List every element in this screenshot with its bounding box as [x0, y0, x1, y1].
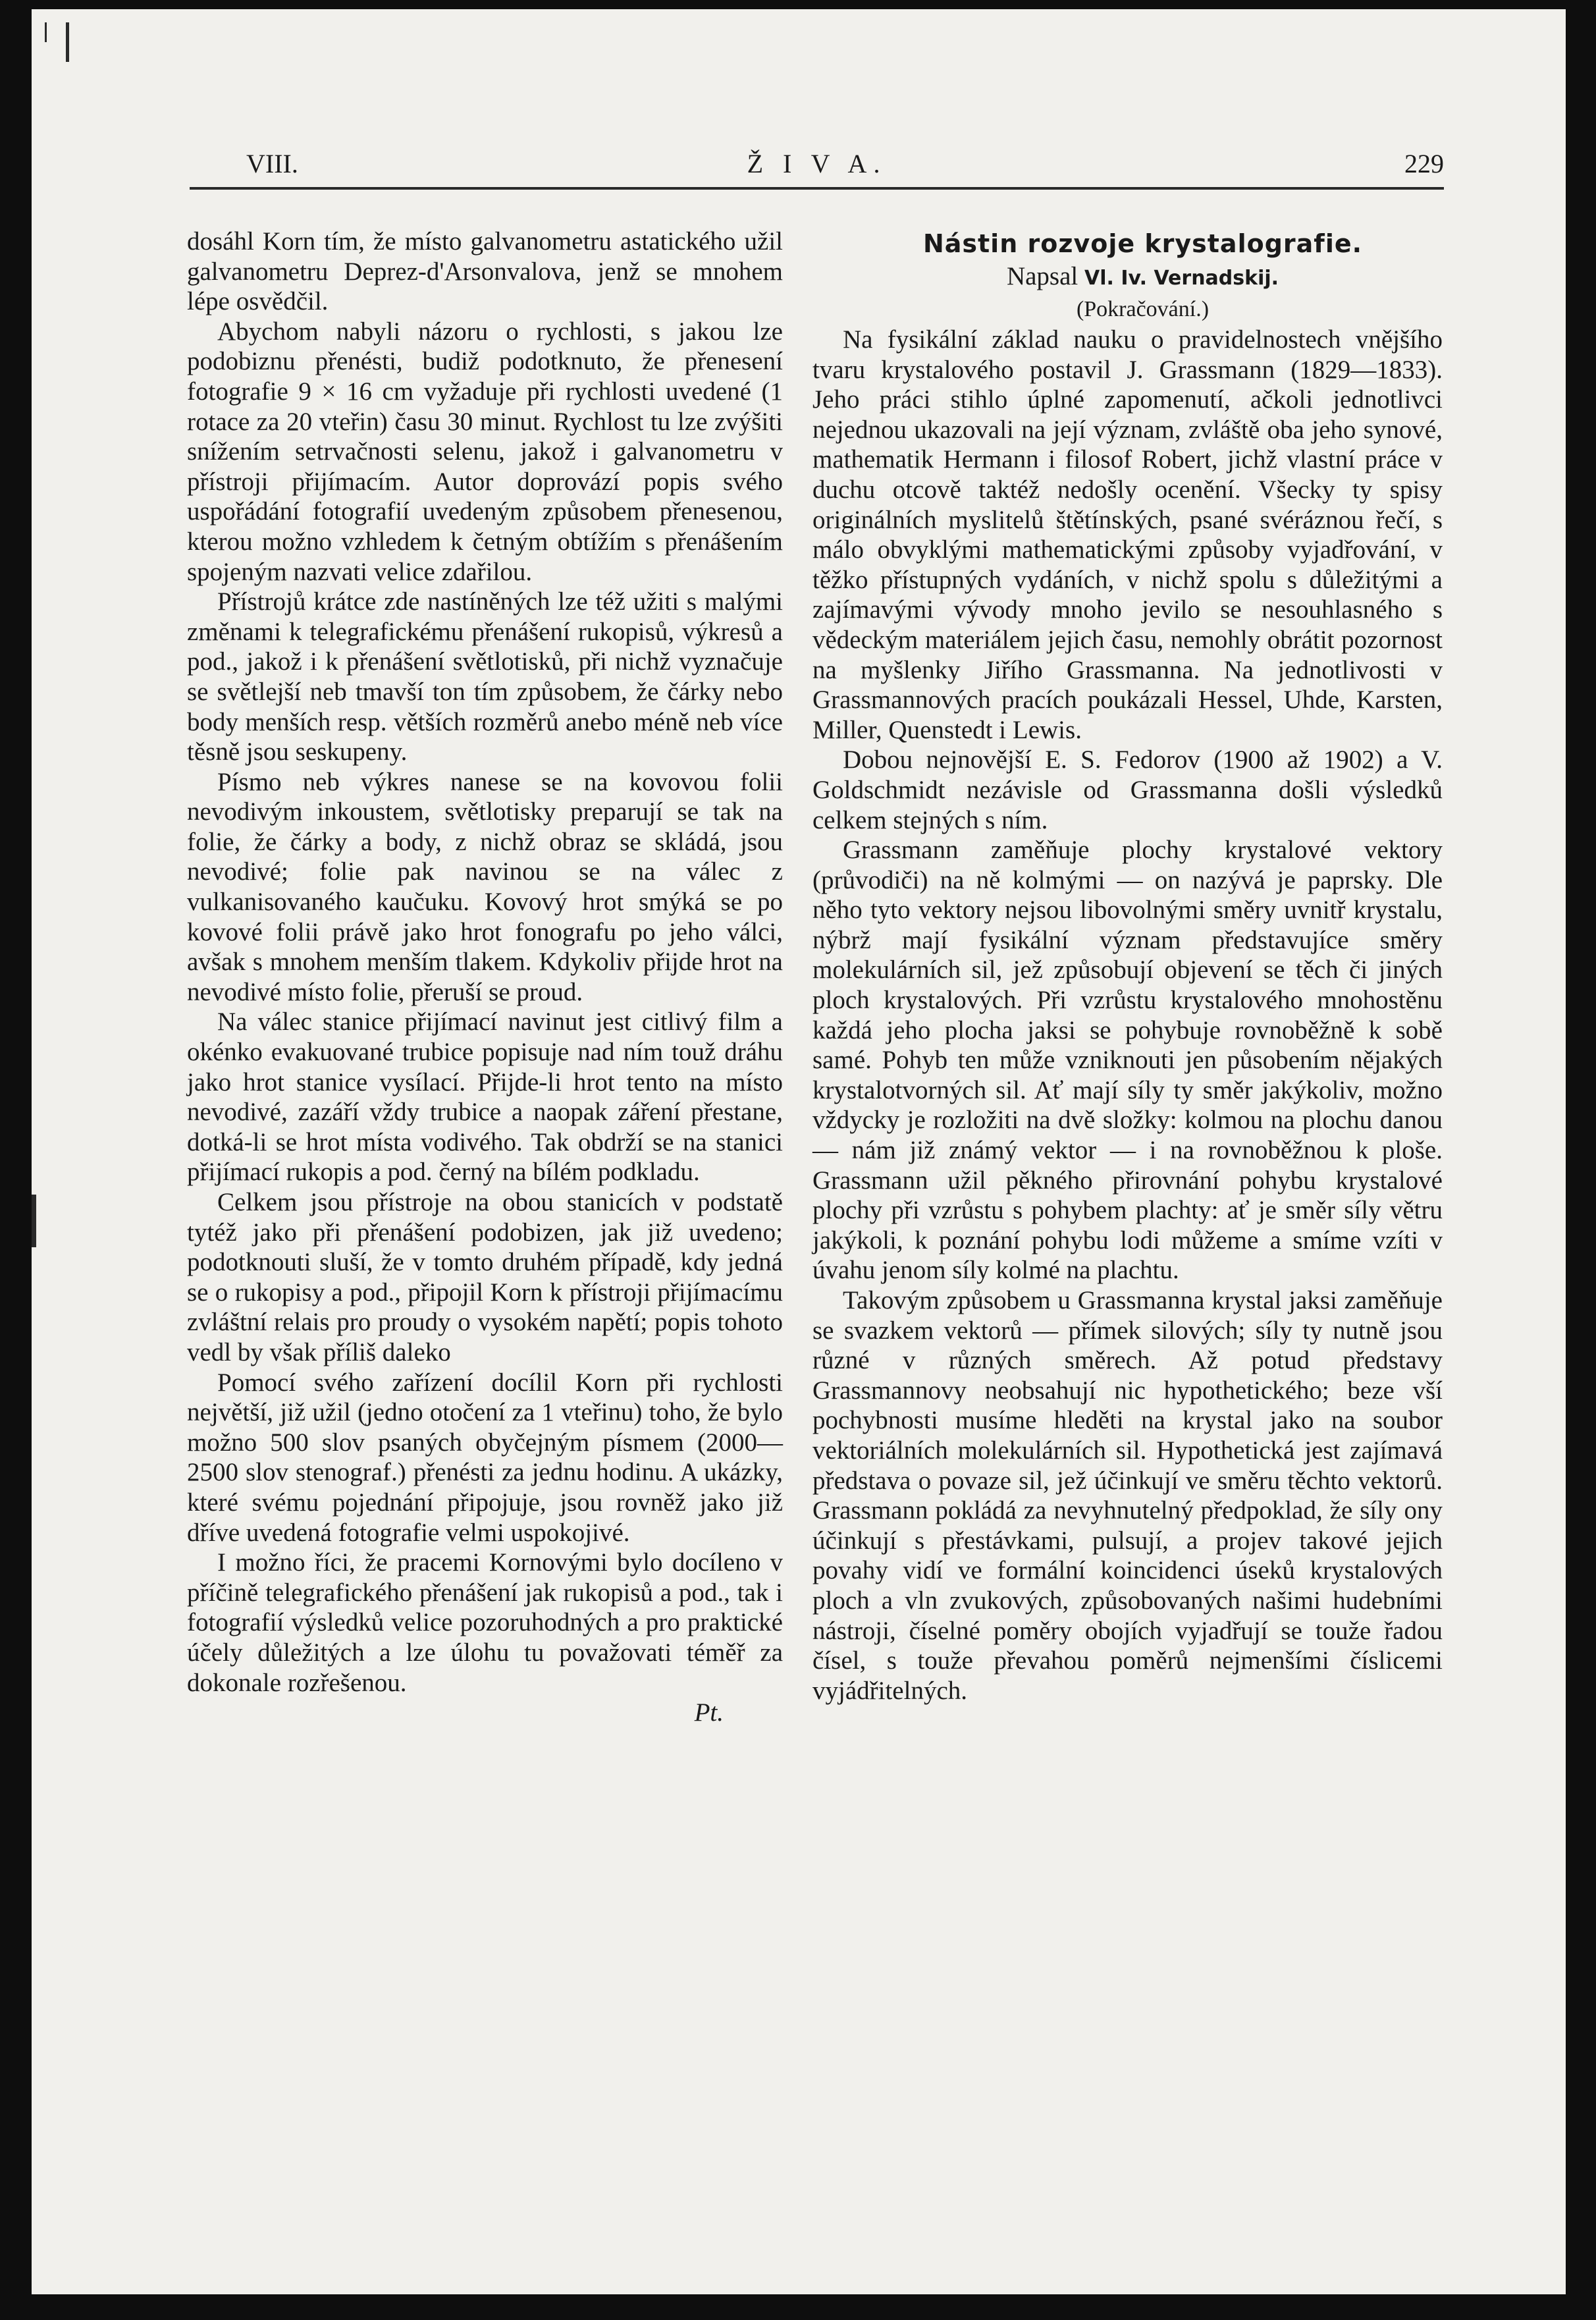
- volume-number: VIII.: [246, 149, 298, 178]
- running-header: [190, 141, 1444, 187]
- scanned-page: [32, 9, 1566, 2294]
- author-name: Vl. Iv. Vernadskij.: [1084, 267, 1279, 290]
- paragraph: Dobou nejnovější E. S. Fedorov (1900 až 1902) a V. Goldschmidt nezávisle od Grassmanna došli výsledků celkem stejných s ním.: [812, 745, 1443, 834]
- paragraph: Přístrojů krátce zde nastíněných lze též užiti s malými změnami k telegrafickému přenášení rukopisů, výkresů a pod., jakož i k přenášení světlotisků, při nichž vyznačuje se světlejší neb tmavší ton tím způsobem, že čárky nebo body menších resp. větších rozměrů anebo méně neb více těsně jsou seskupeny.: [187, 587, 783, 767]
- paragraph: Na fysikální základ nauku o pravidelnostech vnějšího tvaru krystalového postavil J. Grassmann (1829—1833). Jeho práci stihlo úplné zapomenutí, ačkoli jednotlivci nejednou ukazovali na její význam, zvláště oba jeho synové, mathematik Hermann i filosof Robert, jichž vlastní práce v duchu otcově taktéž nedošly ocenění. Všecky ty spisy originálních myslitelů štětínských, psané svéráznou řečí, s málo obvyklými mathematickými způsoby vyjadřování, v těžko přístupných vydáních, v nichž spolu s důležitými a zajímavými vývody mnoho jevilo se nesouhlasného s vědeckým materiálem jejich času, nemohly obrátit pozornost na myšlenky Jiřího Grassmanna. Na jednotlivosti v Grassmannových pracích poukázali Hessel, Uhde, Karsten, Miller, Quenstedt i Lewis.: [812, 325, 1443, 744]
- byline-prefix: Napsal: [1006, 262, 1078, 290]
- paragraph: Abychom nabyli názoru o rychlosti, s jakou lze podobiznu přenésti, budiž podotknuto, že přenesení fotografie 9 × 16 cm vyžaduje při rychlosti uvedené (1 rotace za 20 vteřin) času 30 minut. Rychlost tu lze zvýšiti snížením setrvačnosti selenu, jakož i galvanometru v přístroji přijímacím. Autor doprovází popis svého uspořádání fotografií uvedeným způsobem přenesenou, kterou možno vzhledem k četným obtížím s přenášením spojeným nazvati velice zdařilou.: [187, 317, 783, 586]
- paragraph: Takovým způsobem u Grassmanna krystal jaksi zaměňuje se svazkem vektorů — přímek silových; síly ty nutně jsou různé v různých směrech. Až potud představy Grassmannovy neobsahují nic hypothetického; beze vší pochybnosti musíme hleděti na krystal jako na soubor vektoriálních molekulárních sil. Hypothetická jest zajímavá představa o povaze sil, jež účinkují ve směru těchto vektorů. Grassmann pokládá za nevyhnutelný předpoklad, že síly ony účinkují s přestávkami, pulsují, a projev takové jejich povahy vidí ve formální koincidenci úseků krystalových ploch a vln zvukových, způsobovaných našimi hudebními nástroji, číselné poměry obojích vyjadřují se touže řadou čísel, s touže převahou poměrů nejmenšími číslicemi vyjádřitelných.: [812, 1286, 1443, 1705]
- author-signature: Pt.: [694, 1698, 724, 1727]
- scan-edge-mark: [45, 22, 47, 42]
- continuation-note: (Pokračování.): [1076, 297, 1210, 321]
- scan-edge-mark: [32, 1195, 36, 1247]
- paragraph: Grassmann zaměňuje plochy krystalové vektory (průvodiči) na ně kolmými — on nazývá je paprsky. Dle něho tyto vektory nejsou libovolnými směry uvnitř krystalu, nýbrž mají fysikální význam představujíce směry molekulárních sil, jež způsobují objevení se těch či jiných ploch krystalových. Při vzrůstu krystalového mnohostěnu každá jeho plocha jaksi se pohybuje rovnoběžně k sobě samé. Pohyb ten může vzniknouti jen působením nějakých krystalotvorných sil. Ať mají síly ty směr jakýkoliv, možno vždycky je rozložiti na dvě složky: kolmou na plochu danou — nám již známý vektor — i na rovnoběžnou k ploše. Grassmann užil pěkného přirovnání pohybu krystalové plochy při vzrůstu s pohybem plachty: ať je směr síly větru jakýkoli, k poznání pohybu lodi můžeme a smíme vzíti v úvahu jenom síly kolmé na plachtu.: [812, 836, 1443, 1285]
- paragraph: dosáhl Korn tím, že místo galvanometru astatického užil galvanometru Deprez-d'Arsonvalova, jenž se mnohem lépe osvědčil.: [187, 227, 783, 316]
- page-number: 229: [1404, 149, 1444, 178]
- left-column: [187, 227, 783, 1728]
- header-rule: [190, 187, 1444, 190]
- scan-edge-mark: [66, 22, 69, 62]
- paragraph: I možno říci, že pracemi Kornovými bylo docíleno v příčině telegrafického přenášení jak rukopisů a pod., tak i fotografií výsledků velice pozoruhodných a pro praktické účely důležitých a lze úlohu tu považovati téměř za dokonale rozřešenou.: [187, 1548, 783, 1697]
- paragraph: Písmo neb výkres nanese se na kovovou folii nevodivým inkoustem, světlotisky preparují se tak na folie, že čárky a body, z nichž obraz se skládá, jsou nevodivé; folie pak navinou se na válec z vulkanisovaného kaučuku. Kovový hrot smýká se po kovové folii právě jako hrot fonografu po jeho válci, avšak s mnohem menším tlakem. Kdykoliv přijde hrot na nevodivé místo folie, přeruší se proud.: [187, 767, 783, 1006]
- article-byline: [812, 261, 1443, 294]
- paragraph: Na válec stanice přijímací navinut jest citlivý film a okénko evakuované trubice popisuje nad ním touž dráhu jako hrot stanice vysílací. Přijde-li hrot tento na místo nevodivé, zazáří vždy trubice a naopak záření přestane, dotká-li se hrot místa vodivého. Tak obdrží se na stanici přijímací rukopis a pod. černý na bílém podkladu.: [187, 1008, 783, 1187]
- right-column: [812, 227, 1443, 1706]
- paragraph: Pomocí svého zařízení docílil Korn při rychlosti největší, již užil (jedno otočení za 1 vteřinu) toho, že bylo možno 500 slov psaných obyčejným písmem (2000—2500 slov stenograf.) přenésti za jednu hodinu. A ukázky, které svému pojednání připojuje, jsou rovněž jako již dříve uvedená fotografie velmi uspokojivé.: [187, 1368, 783, 1547]
- article-title: Nástin rozvoje krystalografie.: [922, 229, 1363, 258]
- paragraph: Celkem jsou přístroje na obou stanicích v podstatě tytéž jako při přenášení podobizen, jak již uvedeno; podotknouti sluší, že v tomto druhém případě, kdy jedná se o rukopisy a pod., připojil Korn k přístroji přijímacímu zvláštní relais pro proudy o vysokém napětí; popis tohoto vedl by však příliš daleko: [187, 1188, 783, 1366]
- journal-title: Ž I V A.: [747, 149, 887, 178]
